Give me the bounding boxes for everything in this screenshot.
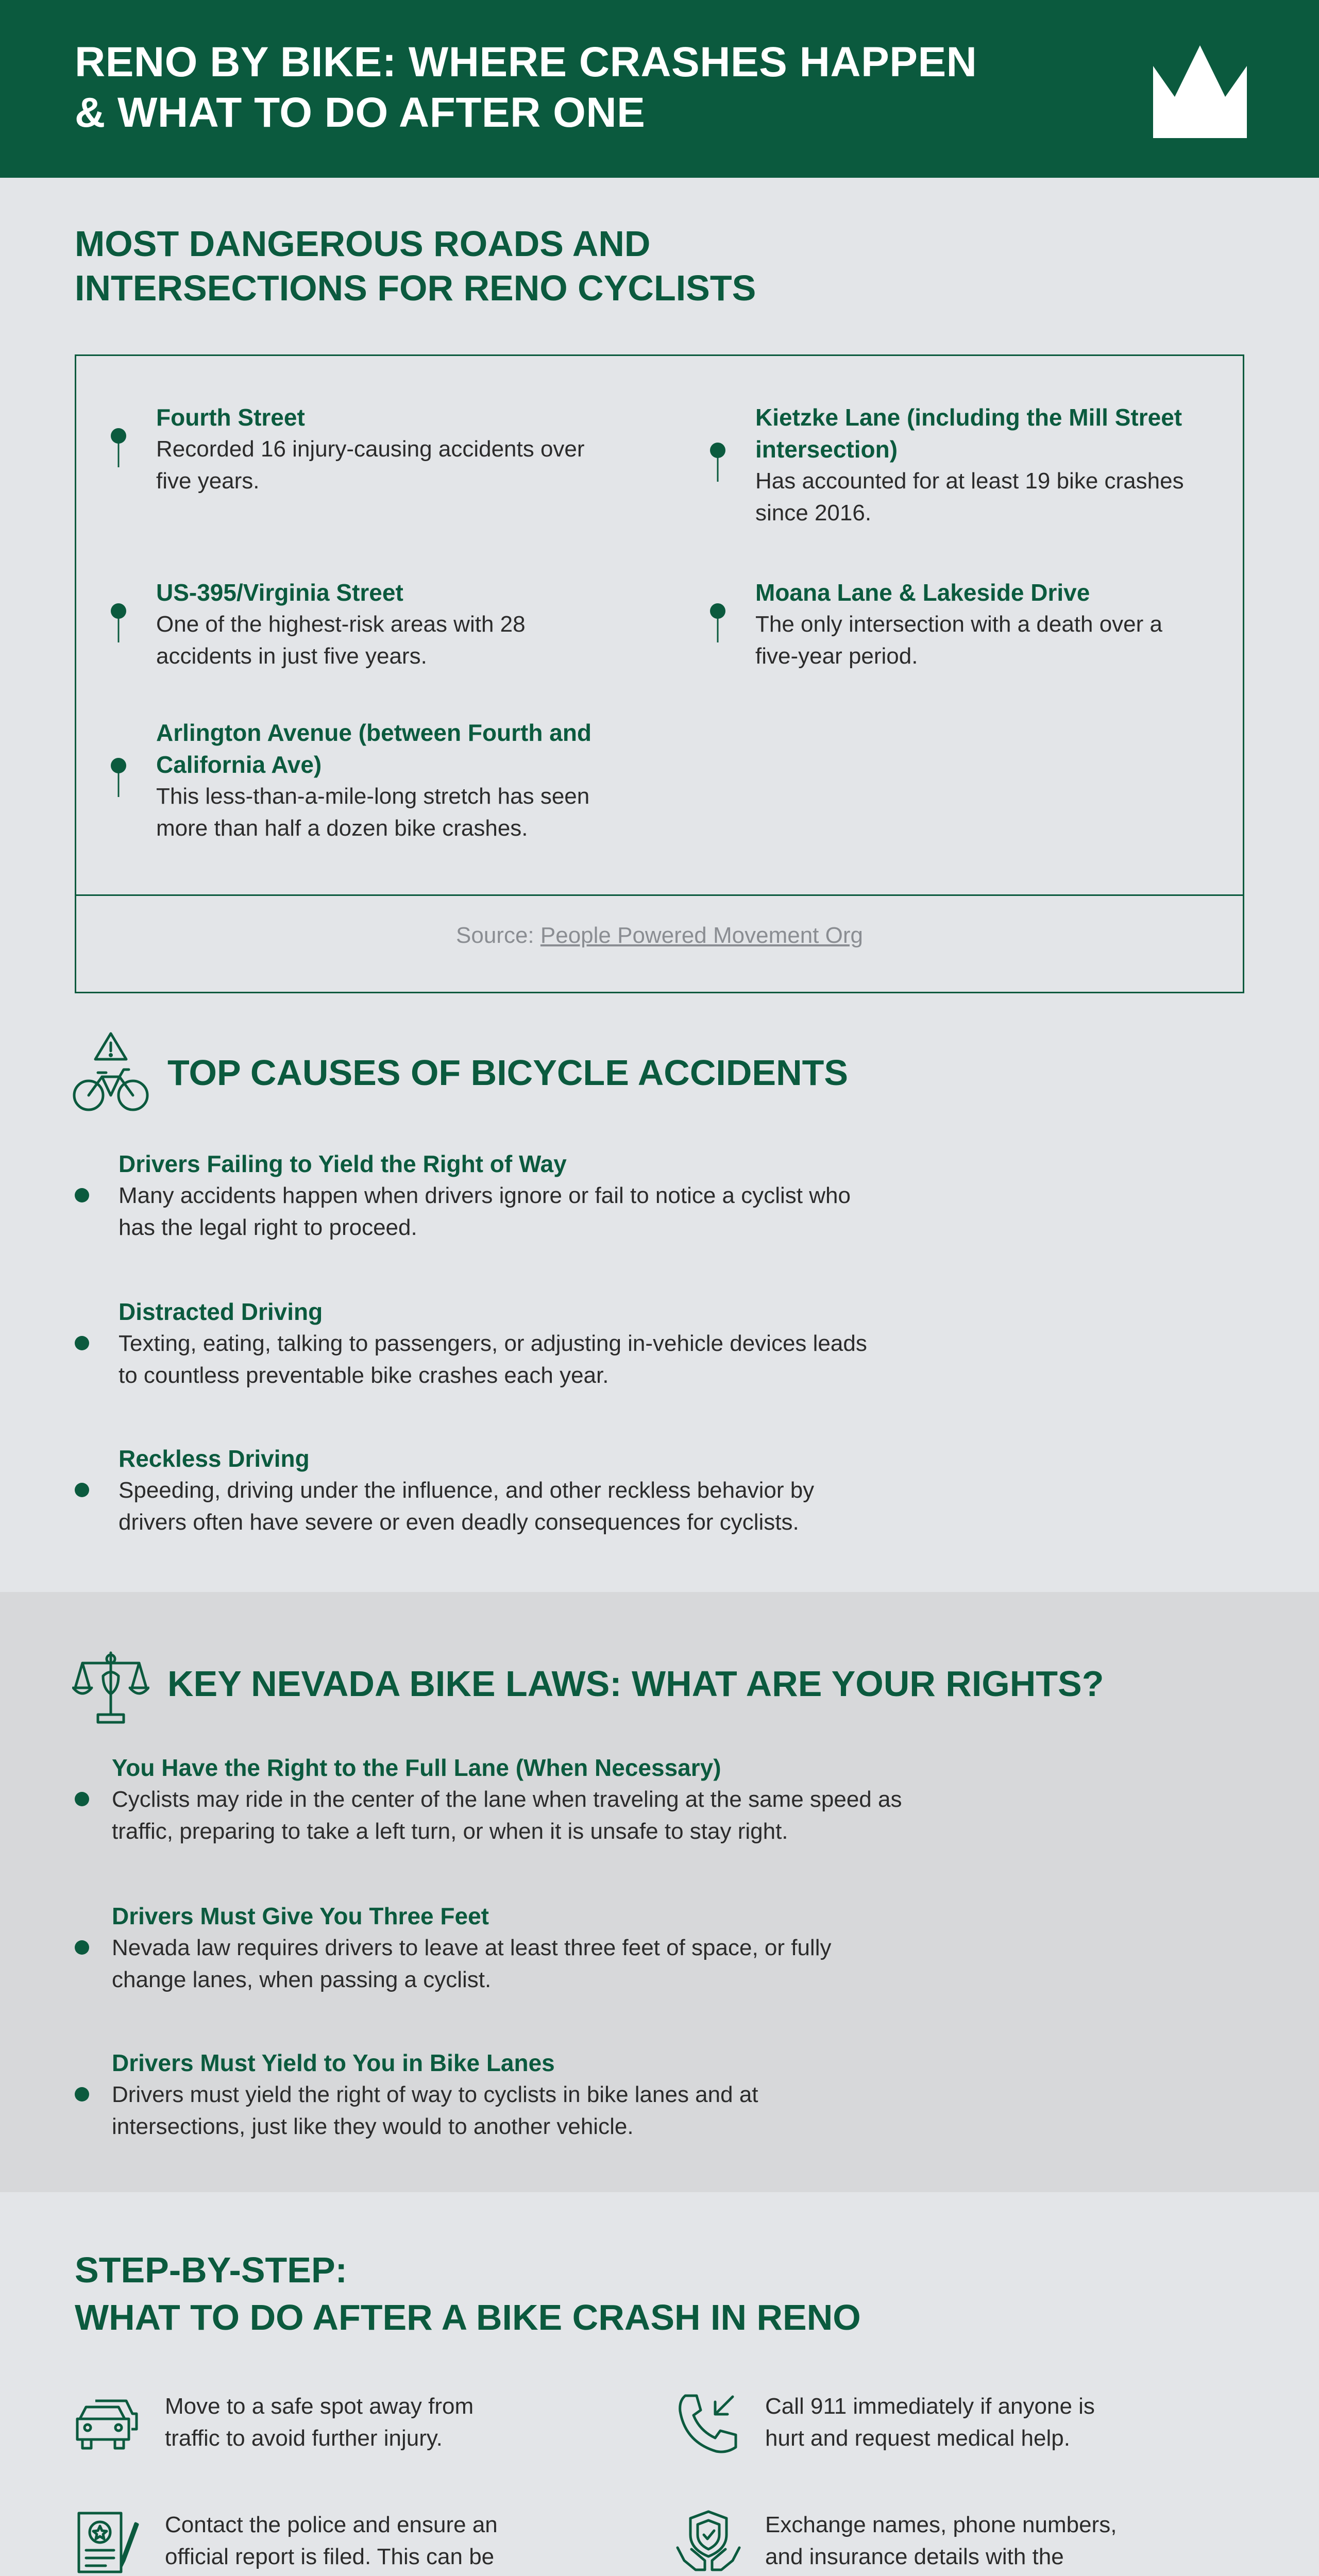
cause-description-line-1: Speeding, driving under the influence, and other reckless behavior by [119,1478,815,1503]
page-title-line-2: & WHAT TO DO AFTER ONE [75,89,646,136]
map-pin-icon [709,442,726,483]
road-description-line-2: five-year period. [755,643,918,669]
road-name-line-1: Arlington Avenue (between Fourth and [156,719,592,746]
cause-description-line-2: to countless preventable bike crashes each year. [119,1363,609,1388]
dangerous-roads-box [75,354,1244,993]
law-description-line-1: Drivers must yield the right of way to cyclists in bike lanes and at [112,2082,758,2107]
road-description-line-2: since 2016. [755,500,872,526]
road-name: US-395/Virginia Street [156,579,403,606]
causes-heading: TOP CAUSES OF BICYCLE ACCIDENTS [167,1053,849,1093]
page-title [75,37,1054,138]
step-text-line: Exchange names, phone numbers, [765,2512,1117,2537]
cause-description-line-1: Many accidents happen when drivers ignore or fail to notice a cyclist who [119,1183,851,1208]
road-description-line-1: Recorded 16 injury-causing accidents over [156,436,585,462]
source-line [76,923,1243,948]
step-text-line: Contact the police and ensure an [165,2512,498,2537]
law-description-line-2: intersections, just like they would to another vehicle. [112,2114,634,2139]
cause-title: Reckless Driving [119,1445,310,1472]
mountain-logo-icon [1153,45,1247,138]
phone-icon [675,2391,742,2458]
map-pin-icon [110,427,127,468]
bicycle-warning-icon [72,1029,149,1117]
police-report-icon [75,2509,142,2576]
cause-title: Distracted Driving [119,1298,323,1325]
bullet-dot-icon [75,2087,89,2102]
map-pin-icon [709,602,726,643]
page-title-line-1: RENO BY BIKE: WHERE CRASHES HAPPEN [75,39,977,86]
law-description-line-2: traffic, preparing to take a left turn, or when it is unsafe to stay right. [112,1819,788,1844]
road-description-line-1: Has accounted for at least 19 bike crashes [755,468,1184,494]
road-description-line-1: One of the highest-risk areas with 28 [156,612,526,637]
bullet-dot-icon [75,1792,89,1806]
road-name: Fourth Street [156,404,305,431]
map-pin-icon [110,602,127,643]
scales-of-justice-icon [72,1648,149,1730]
road-name-line-2: California Ave) [156,751,322,778]
laws-heading: KEY NEVADA BIKE LAWS: WHAT ARE YOUR RIGHTS? [167,1664,1104,1704]
dangerous-roads-heading [75,222,796,310]
header-banner [0,0,1319,178]
bullet-dot-icon [75,1940,89,1955]
dangerous-roads-heading-line-2: INTERSECTIONS FOR RENO CYCLISTS [75,268,756,308]
cause-title: Drivers Failing to Yield the Right of Way [119,1150,567,1177]
law-title: Drivers Must Give You Three Feet [112,1903,489,1929]
road-name-line-2: intersection) [755,436,898,463]
cause-description-line-2: has the legal right to proceed. [119,1215,417,1240]
cause-description-line-1: Texting, eating, talking to passengers, or adjusting in-vehicle devices leads [119,1331,867,1356]
steps-heading-line-1: STEP-BY-STEP: [75,2250,347,2290]
bullet-dot-icon [75,1188,89,1202]
insurance-shield-icon [675,2509,742,2576]
source-label: Source: [456,923,534,948]
step-text [765,2391,1157,2454]
law-title: You Have the Right to the Full Lane (When Necessary) [112,1754,721,1781]
step-text-line: and insurance details with the [765,2544,1064,2569]
steps-heading-line-2: WHAT TO DO AFTER A BIKE CRASH IN RENO [75,2297,861,2337]
cause-description-line-2: drivers often have severe or even deadly consequences for cyclists. [119,1510,799,1535]
road-name: Moana Lane & Lakeside Drive [755,579,1090,606]
step-text [765,2509,1157,2576]
road-description-line-2: accidents in just five years. [156,643,427,669]
step-text-line: Call 911 immediately if anyone is [765,2394,1095,2419]
cars-icon [75,2391,142,2458]
road-description-line-2: five years. [156,468,260,494]
law-description-line-2: change lanes, when passing a cyclist. [112,1967,492,1992]
step-text-line: traffic to avoid further injury. [165,2426,443,2451]
road-description-line-2: more than half a dozen bike crashes. [156,816,528,841]
bullet-dot-icon [75,1483,89,1497]
law-title: Drivers Must Yield to You in Bike Lanes [112,2049,555,2076]
step-text-line: Move to a safe spot away from [165,2394,474,2419]
step-text-line: official report is filed. This can be [165,2544,495,2569]
step-text-line: hurt and request medical help. [765,2426,1070,2451]
bullet-dot-icon [75,1336,89,1350]
road-name-line-1: Kietzke Lane (including the Mill Street [755,404,1182,431]
road-description-line-1: This less-than-a-mile-long stretch has seen [156,784,590,809]
law-description-line-1: Cyclists may ride in the center of the lane when traveling at the same speed as [112,1787,902,1812]
step-text [165,2509,556,2576]
step-text-line [765,2573,1157,2576]
source-link[interactable]: People Powered Movement Org [540,923,863,948]
map-pin-icon [110,757,127,798]
box-divider [76,894,1243,896]
road-description-line-1: The only intersection with a death over a [755,612,1163,637]
dangerous-roads-heading-line-1: MOST DANGEROUS ROADS AND [75,224,651,264]
step-text-line [165,2573,556,2576]
law-description-line-1: Nevada law requires drivers to leave at least three feet of space, or fully [112,1935,832,1960]
steps-heading [75,2246,1002,2341]
step-text [165,2391,556,2454]
